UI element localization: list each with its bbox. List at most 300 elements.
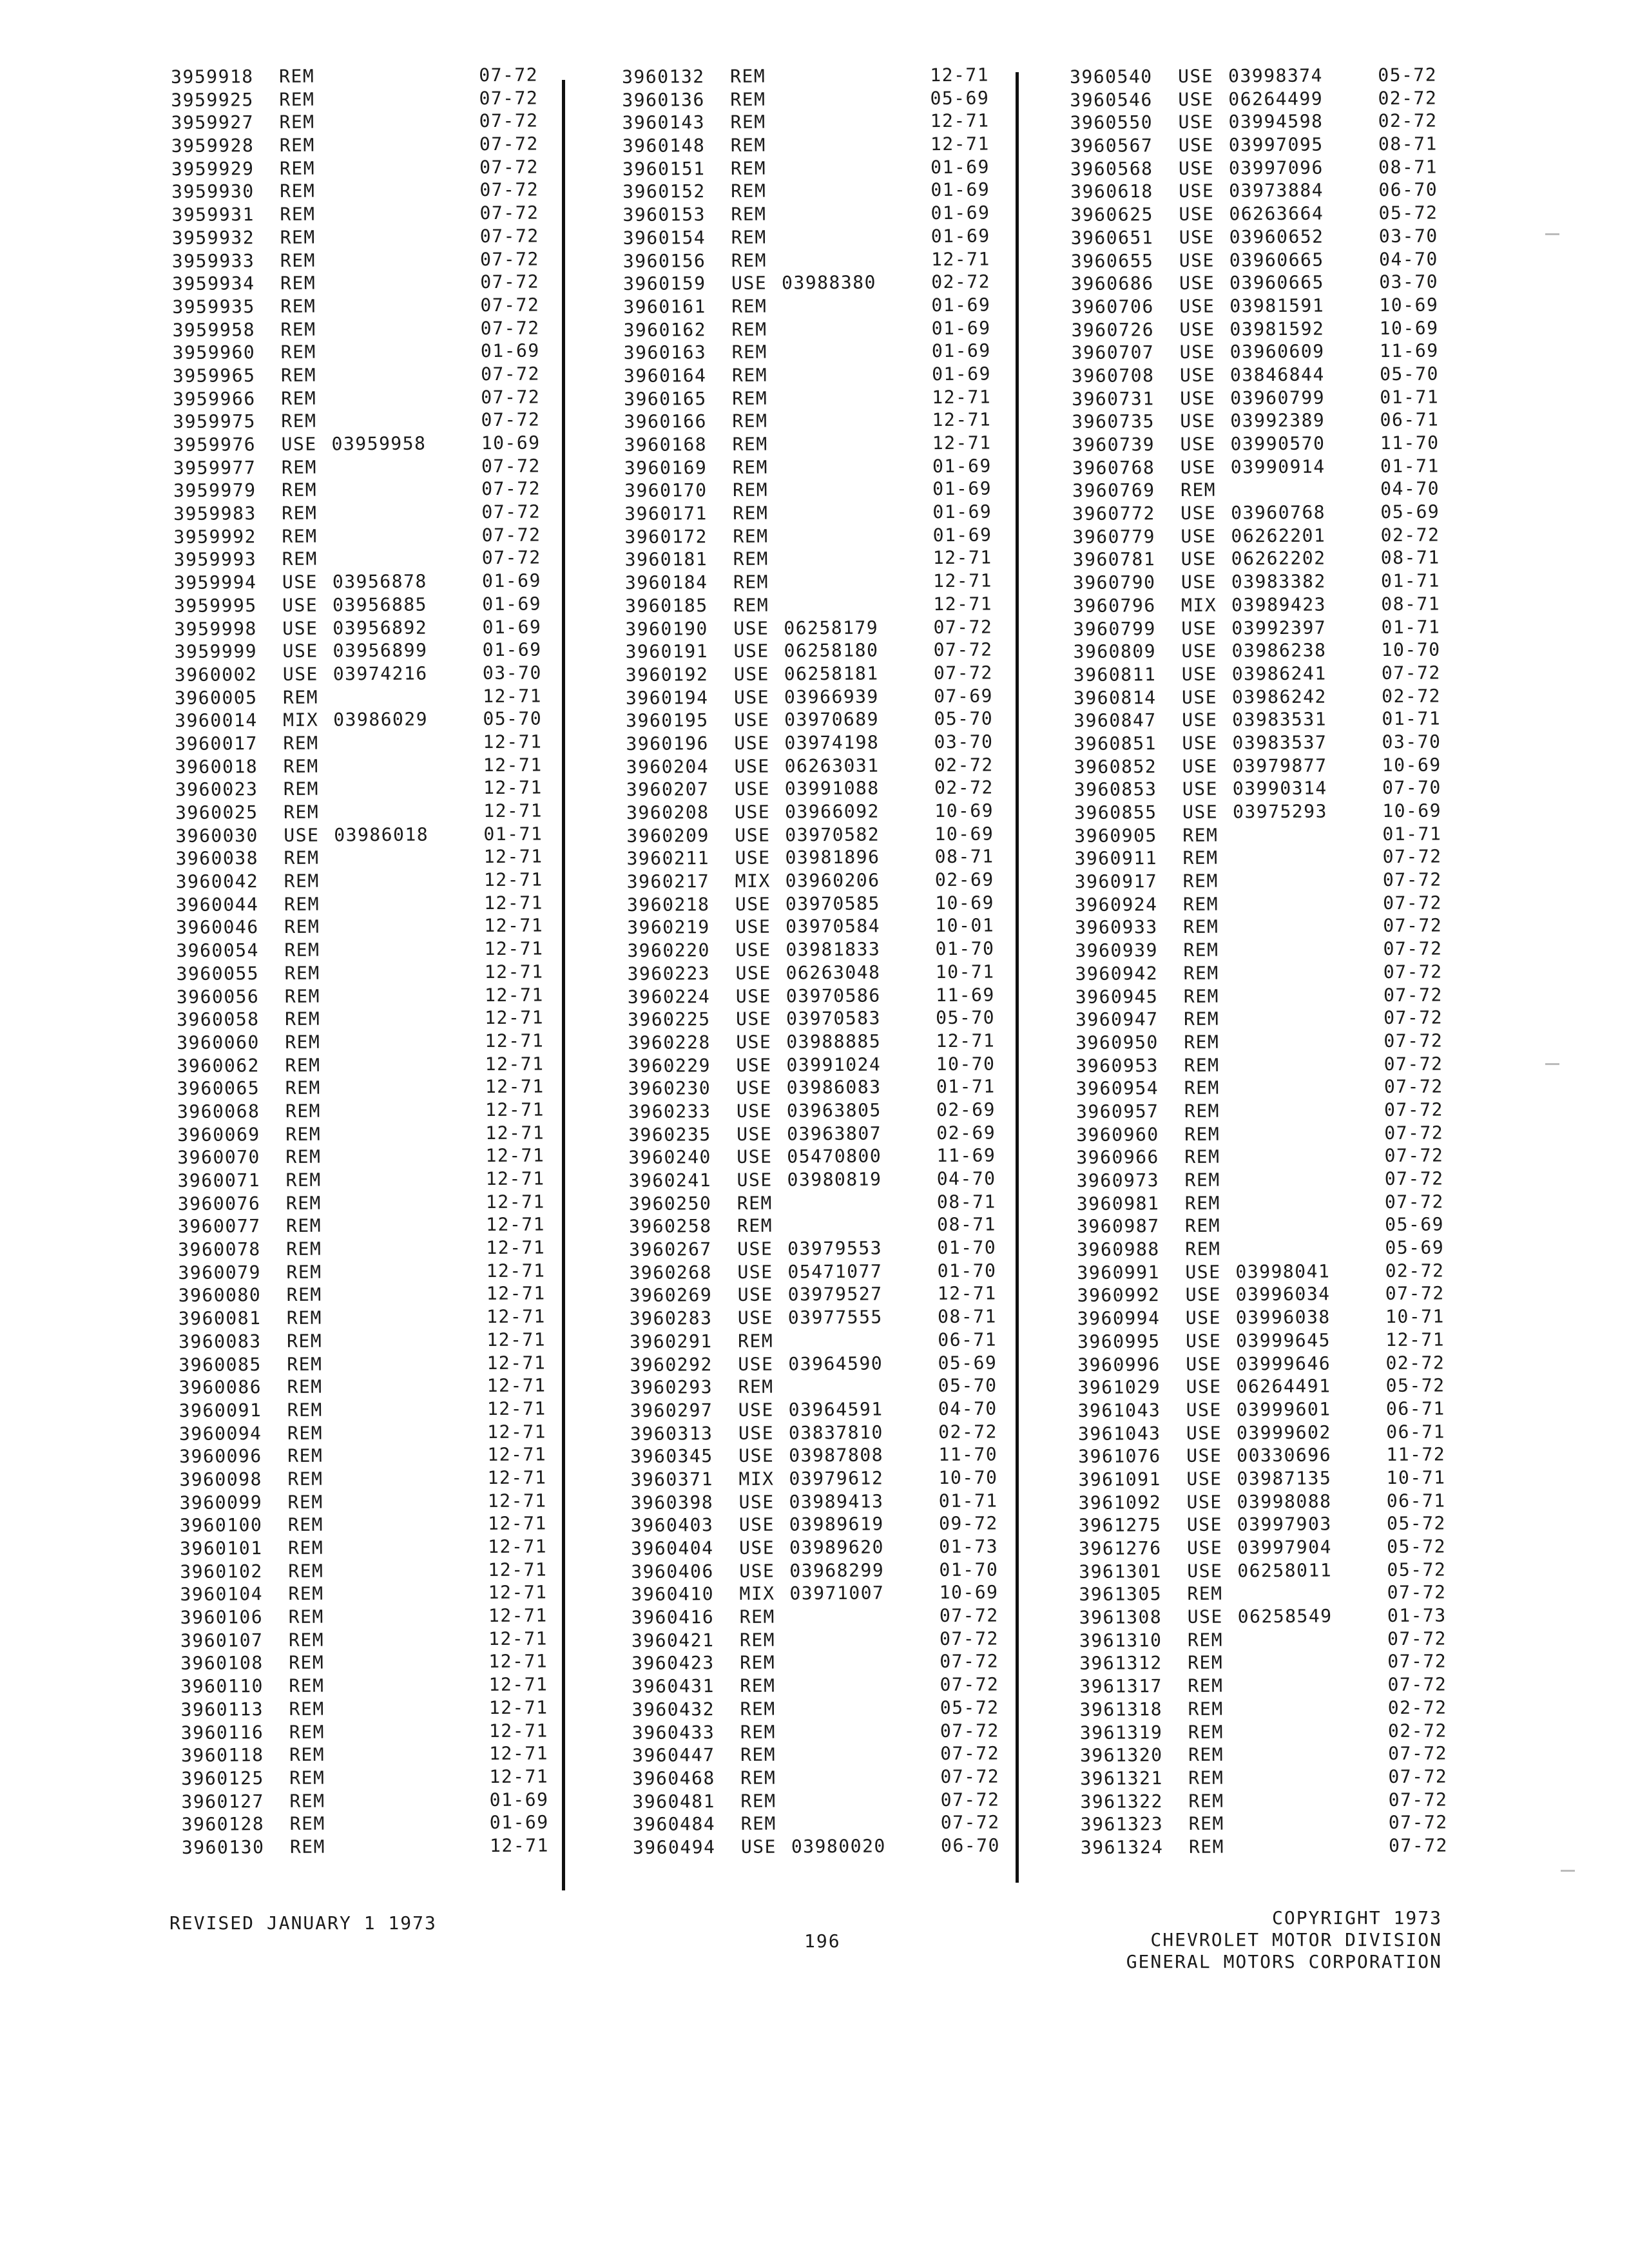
part-entry-row [629, 1236, 1016, 1261]
effective-date: 10-70 [938, 1466, 998, 1488]
effective-date: 01-71 [483, 823, 543, 845]
disposition-code: REM [285, 1100, 322, 1122]
part-entry-row [622, 63, 1008, 88]
part-number: 3960159 [622, 273, 706, 295]
part-number: 3959993 [173, 548, 257, 571]
part-entry-row [1070, 110, 1450, 135]
effective-date: 07-72 [481, 386, 541, 408]
effective-date: 01-69 [480, 340, 540, 362]
effective-date: 12-71 [483, 845, 543, 868]
effective-date: 02-72 [1378, 87, 1438, 109]
effective-date: 10-69 [934, 800, 994, 822]
effective-date: 10-69 [934, 823, 994, 845]
disposition-code: REM [732, 387, 768, 409]
disposition-code: USE [1186, 1353, 1222, 1375]
disposition-code: REM [738, 1376, 774, 1398]
part-entry-row [173, 340, 553, 365]
effective-date: 07-72 [1388, 1834, 1448, 1856]
disposition-code: USE [738, 1491, 775, 1513]
disposition-code: MIX [1181, 594, 1217, 616]
replacement-part-number [333, 731, 471, 754]
effective-date: 12-71 [485, 1122, 545, 1144]
effective-date: 12-71 [488, 1559, 548, 1581]
part-number: 3960224 [627, 985, 711, 1008]
replacement-part-number: 06258180 [784, 639, 879, 662]
disposition-code: REM [287, 1422, 323, 1444]
part-entry-row [1075, 1006, 1456, 1032]
part-entry-row [182, 1811, 562, 1836]
effective-date: 12-71 [486, 1305, 546, 1328]
effective-date: 05-69 [1385, 1236, 1445, 1259]
part-entry-row [622, 178, 1009, 204]
part-entry-row [1079, 1535, 1459, 1560]
part-entry-row [1077, 1282, 1458, 1307]
replacement-part-number [337, 1374, 475, 1398]
disposition-code: USE [1185, 1261, 1221, 1283]
disposition-code: REM [1184, 1077, 1220, 1099]
effective-date: 10-69 [1382, 754, 1441, 776]
effective-date: 12-71 [488, 1604, 548, 1627]
part-entry-row [1081, 1834, 1461, 1859]
effective-date: 12-71 [484, 983, 544, 1006]
replacement-part-number: 00330696 [1237, 1444, 1332, 1466]
replacement-part-number [791, 1742, 929, 1766]
effective-date: 05-69 [1385, 1213, 1445, 1236]
disposition-code: REM [1184, 1054, 1220, 1076]
disposition-code: USE [1182, 801, 1219, 823]
part-entry-row [181, 1719, 561, 1744]
effective-date: 07-72 [1388, 1789, 1448, 1811]
effective-date: 12-71 [488, 1581, 548, 1604]
disposition-code: REM [1184, 1146, 1220, 1168]
disposition-code: REM [1182, 893, 1219, 915]
replacement-part-number [329, 87, 467, 111]
effective-date: 07-72 [940, 1719, 999, 1742]
effective-date: 12-71 [483, 685, 543, 707]
effective-date: 12-71 [485, 1144, 545, 1167]
effective-date: 12-71 [485, 1191, 545, 1213]
disposition-code: REM [740, 1721, 776, 1743]
disposition-code: USE [1181, 686, 1218, 708]
replacement-part-number: 03981592 [1229, 318, 1325, 340]
effective-date: 06-70 [1378, 178, 1438, 201]
effective-date: 12-71 [930, 133, 990, 155]
part-entry-row [175, 684, 555, 709]
part-entry-row [1079, 1558, 1459, 1583]
effective-date: 02-69 [936, 1122, 996, 1144]
effective-date: 02-72 [1380, 524, 1440, 546]
replacement-part-number: 03970582 [785, 823, 880, 846]
part-entry-row [173, 385, 553, 410]
replacement-part-number: 05471077 [787, 1260, 883, 1283]
replacement-part-number: 03956892 [333, 617, 428, 639]
part-entry-row [1072, 477, 1452, 503]
part-number: 3960790 [1072, 572, 1156, 594]
disposition-code: USE [1179, 272, 1215, 294]
part-number: 3960151 [622, 157, 706, 180]
part-number: 3960005 [174, 686, 258, 709]
part-entry-row [1077, 1190, 1457, 1215]
effective-date: 07-72 [1383, 961, 1443, 983]
part-entry-row [627, 914, 1014, 939]
replacement-part-number: 03971007 [789, 1582, 885, 1604]
disposition-code: USE [731, 272, 767, 294]
replacement-part-number: 03997904 [1237, 1536, 1333, 1559]
disposition-code: REM [1184, 1169, 1220, 1191]
part-number: 3960250 [628, 1192, 712, 1215]
replacement-part-number: 06263048 [786, 961, 881, 984]
part-number: 3959994 [173, 572, 257, 594]
part-entry-row [175, 799, 555, 824]
replacement-part-number: 03992397 [1231, 617, 1327, 639]
part-entry-row [1077, 1305, 1458, 1330]
part-entry-row [1075, 891, 1455, 916]
part-entry-row [633, 1811, 1019, 1836]
part-entry-row [625, 592, 1012, 617]
effective-date: 12-71 [484, 914, 544, 937]
replacement-part-number [334, 892, 472, 916]
effective-date: 10-70 [1381, 639, 1441, 661]
effective-date: 12-71 [485, 1006, 545, 1029]
replacement-part-number: 03974198 [784, 731, 880, 754]
part-number: 3960085 [178, 1353, 262, 1376]
effective-date: 07-72 [933, 616, 993, 638]
effective-date: 10-69 [1379, 317, 1439, 339]
part-number: 3960992 [1077, 1284, 1161, 1307]
part-entry-row [624, 477, 1011, 503]
effective-date: 12-71 [487, 1443, 547, 1466]
disposition-code: USE [1181, 525, 1217, 547]
effective-date: 07-72 [939, 1604, 999, 1627]
replacement-part-number: 06258181 [784, 662, 879, 685]
replacement-part-number: 03990914 [1230, 456, 1325, 478]
part-number: 3960416 [631, 1606, 715, 1629]
replacement-part-number [340, 1834, 478, 1858]
disposition-code: USE [1186, 1376, 1222, 1398]
disposition-code: REM [1188, 1836, 1225, 1858]
replacement-part-number [331, 248, 468, 272]
part-number: 3960030 [175, 824, 258, 847]
part-entry-row [625, 639, 1012, 664]
replacement-part-number: 05470800 [787, 1145, 882, 1168]
replacement-part-number [790, 1651, 928, 1675]
part-entry-row [1074, 799, 1454, 824]
part-number: 3960065 [177, 1077, 260, 1100]
effective-date: 12-71 [485, 1075, 545, 1098]
part-number: 3960345 [630, 1445, 713, 1468]
part-number: 3960945 [1075, 985, 1159, 1008]
part-entry-row [174, 546, 554, 572]
part-number: 3960190 [625, 617, 708, 640]
part-number: 3959976 [173, 434, 256, 456]
part-entry-row [1080, 1719, 1460, 1744]
effective-date: 06-71 [1386, 1490, 1446, 1512]
replacement-part-number [336, 1122, 474, 1146]
effective-date: 01-71 [1382, 707, 1441, 730]
part-entry-row [1075, 937, 1455, 962]
effective-date: 07-72 [1383, 1006, 1443, 1029]
part-number: 3960218 [626, 893, 710, 916]
disposition-code: REM [739, 1629, 776, 1651]
effective-date: 07-72 [1388, 1765, 1448, 1787]
effective-date: 02-72 [934, 754, 994, 776]
effective-date: 07-72 [479, 178, 539, 201]
part-entry-row [624, 408, 1010, 434]
effective-date: 01-71 [938, 1490, 998, 1512]
part-entry-row [630, 1443, 1017, 1468]
replacement-part-number [335, 1006, 473, 1030]
part-entry-row [173, 408, 553, 434]
part-number: 3961310 [1079, 1629, 1162, 1651]
part-entry-row [623, 247, 1010, 273]
replacement-part-number: 06264491 [1236, 1375, 1331, 1398]
part-entry-row [1079, 1650, 1460, 1675]
replacement-part-number [790, 1696, 928, 1720]
part-number: 3960291 [629, 1330, 713, 1352]
disposition-code: REM [287, 1514, 324, 1536]
parts-column-1 [171, 63, 562, 1859]
disposition-code: REM [281, 387, 317, 409]
effective-date: 07-72 [1387, 1673, 1447, 1696]
part-entry-row [171, 86, 551, 111]
disposition-code: REM [284, 870, 320, 892]
effective-date: 01-70 [937, 1236, 997, 1259]
disposition-code: REM [1183, 985, 1220, 1007]
part-number: 3960068 [177, 1100, 260, 1122]
disposition-code: REM [287, 1445, 323, 1467]
replacement-part-number: 03979527 [787, 1283, 883, 1305]
part-number: 3961321 [1080, 1767, 1163, 1789]
effective-date: 08-71 [1378, 133, 1438, 155]
replacement-part-number: 03960609 [1229, 340, 1325, 363]
disposition-code: REM [1185, 1238, 1221, 1260]
part-entry-row [173, 500, 554, 525]
replacement-part-number [330, 133, 468, 157]
part-number: 3959918 [171, 66, 254, 88]
part-entry-row [177, 1006, 557, 1032]
replacement-part-number [334, 754, 472, 778]
replacement-part-number [781, 202, 919, 226]
effective-date: 10-69 [1379, 294, 1439, 316]
replacement-part-number: 03975293 [1232, 800, 1328, 823]
replacement-part-number [337, 1352, 475, 1376]
part-number: 3960096 [179, 1445, 262, 1468]
disposition-code: USE [1182, 778, 1219, 800]
disposition-code: USE [1180, 433, 1216, 455]
part-entry-row [623, 224, 1010, 249]
disposition-code: REM [732, 433, 768, 455]
part-entry-row [176, 937, 556, 962]
part-entry-row [1077, 1374, 1458, 1399]
replacement-part-number: 03997096 [1228, 157, 1324, 179]
part-entry-row [180, 1558, 560, 1583]
part-entry-row [1074, 753, 1454, 778]
effective-date: 12-71 [488, 1719, 548, 1742]
part-number: 3960118 [180, 1744, 264, 1767]
replacement-part-number [338, 1490, 476, 1514]
effective-date: 12-71 [483, 731, 543, 753]
part-number: 3959998 [174, 617, 257, 640]
effective-date: 10-71 [935, 961, 995, 983]
disposition-code: REM [289, 1675, 325, 1697]
part-number: 3960233 [628, 1100, 711, 1122]
part-entry-row [631, 1558, 1017, 1583]
part-number: 3959979 [173, 479, 256, 502]
replacement-part-number: 03959958 [331, 432, 427, 455]
part-entry-row [1079, 1581, 1459, 1606]
replacement-part-number: 03977555 [787, 1306, 883, 1329]
disposition-code: USE [735, 1008, 772, 1030]
part-number: 3960313 [630, 1422, 713, 1445]
part-number: 3960113 [180, 1698, 264, 1720]
effective-date: 10-69 [1382, 800, 1442, 822]
replacement-part-number [1231, 478, 1369, 502]
disposition-code: REM [1188, 1698, 1224, 1720]
effective-date: 01-71 [1381, 616, 1441, 638]
replacement-part-number [1238, 1628, 1376, 1651]
effective-date: 06-71 [938, 1329, 998, 1350]
part-entry-row [622, 110, 1008, 135]
margin-mark [1545, 1063, 1559, 1065]
part-number: 3960403 [630, 1514, 714, 1537]
effective-date: 08-71 [936, 1191, 996, 1213]
disposition-code: USE [1178, 111, 1214, 133]
replacement-part-number [780, 87, 918, 111]
part-entry-row [1079, 1627, 1460, 1652]
part-number: 3960080 [178, 1284, 262, 1307]
replacement-part-number: 03988380 [781, 271, 877, 294]
effective-date: 01-69 [482, 639, 542, 661]
part-entry-row [631, 1627, 1018, 1652]
replacement-part-number [331, 225, 468, 249]
part-number: 3959975 [173, 410, 256, 433]
disposition-code: USE [1186, 1445, 1222, 1467]
disposition-code: REM [282, 548, 318, 570]
replacement-part-number [340, 1742, 477, 1766]
part-number: 3960494 [632, 1836, 716, 1858]
disposition-code: REM [285, 1123, 322, 1145]
effective-date: 11-69 [1379, 340, 1439, 362]
disposition-code: REM [287, 1468, 323, 1490]
part-number: 3960423 [631, 1652, 715, 1675]
disposition-code: REM [731, 180, 767, 202]
disposition-code: USE [735, 916, 771, 938]
part-number: 3959992 [173, 525, 257, 548]
part-entry-row [629, 1259, 1016, 1284]
part-number: 3960184 [624, 572, 708, 594]
effective-date: 01-69 [930, 225, 990, 247]
disposition-code: REM [740, 1767, 776, 1789]
replacement-part-number: 03999646 [1236, 1352, 1331, 1374]
replacement-part-number [338, 1582, 476, 1606]
part-number: 3960911 [1074, 847, 1158, 870]
effective-date: 08-71 [1378, 156, 1438, 178]
effective-date: 07-72 [481, 546, 541, 569]
replacement-part-number [340, 1720, 477, 1744]
part-number: 3959934 [171, 273, 255, 295]
disposition-code: REM [285, 1169, 322, 1191]
part-entry-row [623, 271, 1010, 296]
disposition-code: USE [282, 571, 318, 593]
part-entry-row [179, 1420, 559, 1445]
effective-date: 05-72 [1378, 202, 1438, 224]
disposition-code: REM [280, 203, 316, 226]
disposition-code: USE [737, 1238, 773, 1260]
part-number: 3960148 [622, 135, 706, 157]
disposition-code: REM [731, 249, 767, 271]
replacement-part-number [336, 1099, 474, 1122]
part-entry-row [177, 983, 557, 1008]
effective-date: 01-71 [1380, 455, 1440, 477]
part-entry-row [171, 132, 552, 157]
effective-date: 10-69 [935, 892, 995, 914]
part-entry-row [632, 1788, 1019, 1813]
part-number: 3960706 [1071, 296, 1154, 318]
replacement-part-number [333, 547, 470, 571]
replacement-part-number [1234, 1006, 1372, 1030]
effective-date: 07-72 [933, 662, 993, 684]
replacement-part-number: 06262201 [1231, 524, 1326, 547]
replacement-part-number [791, 1765, 929, 1789]
effective-date: 07-72 [479, 225, 539, 247]
part-entry-row [630, 1351, 1016, 1376]
disposition-code: REM [289, 1836, 326, 1858]
disposition-code: REM [1188, 1675, 1224, 1697]
revised-date: REVISED JANUARY 1 1973 [169, 1912, 437, 1934]
disposition-code: REM [283, 755, 319, 777]
part-entry-row [181, 1765, 561, 1790]
effective-date: 08-71 [937, 1213, 997, 1236]
part-entry-row [626, 776, 1013, 802]
disposition-code: USE [1179, 249, 1215, 271]
replacement-part-number: 03960665 [1229, 271, 1325, 294]
part-number: 3960655 [1070, 249, 1154, 272]
disposition-code: USE [734, 755, 770, 777]
part-number: 3960143 [622, 111, 706, 134]
part-number: 3960060 [177, 1032, 260, 1053]
effective-date: 01-71 [936, 1075, 996, 1098]
part-number: 3960447 [631, 1744, 715, 1767]
replacement-part-number [790, 1604, 928, 1628]
effective-date: 12-71 [486, 1282, 546, 1305]
disposition-code: USE [736, 1100, 773, 1122]
part-entry-row [1076, 1121, 1456, 1146]
effective-date: 01-70 [935, 937, 995, 960]
part-entry-row [1072, 500, 1452, 525]
part-number: 3960933 [1075, 916, 1158, 939]
effective-date: 01-69 [489, 1789, 549, 1811]
disposition-code: REM [284, 916, 320, 938]
part-entry-row [171, 202, 552, 227]
replacement-part-number [336, 1214, 474, 1238]
replacement-part-number [332, 455, 470, 479]
part-entry-row [175, 753, 555, 778]
disposition-code: USE [1181, 502, 1217, 524]
disposition-code: REM [287, 1491, 323, 1513]
part-entry-row [1079, 1673, 1460, 1698]
part-number: 3960100 [179, 1514, 263, 1537]
effective-date: 12-71 [485, 1053, 545, 1075]
part-entry-row [178, 1351, 559, 1376]
part-entry-row [630, 1397, 1017, 1422]
part-entry-row [628, 960, 1014, 985]
disposition-code: USE [737, 1169, 773, 1191]
part-number: 3960433 [631, 1721, 715, 1744]
disposition-code: REM [279, 111, 315, 133]
part-number: 3960726 [1071, 318, 1155, 341]
part-entry-row [1078, 1420, 1458, 1445]
part-entry-row [631, 1673, 1018, 1698]
